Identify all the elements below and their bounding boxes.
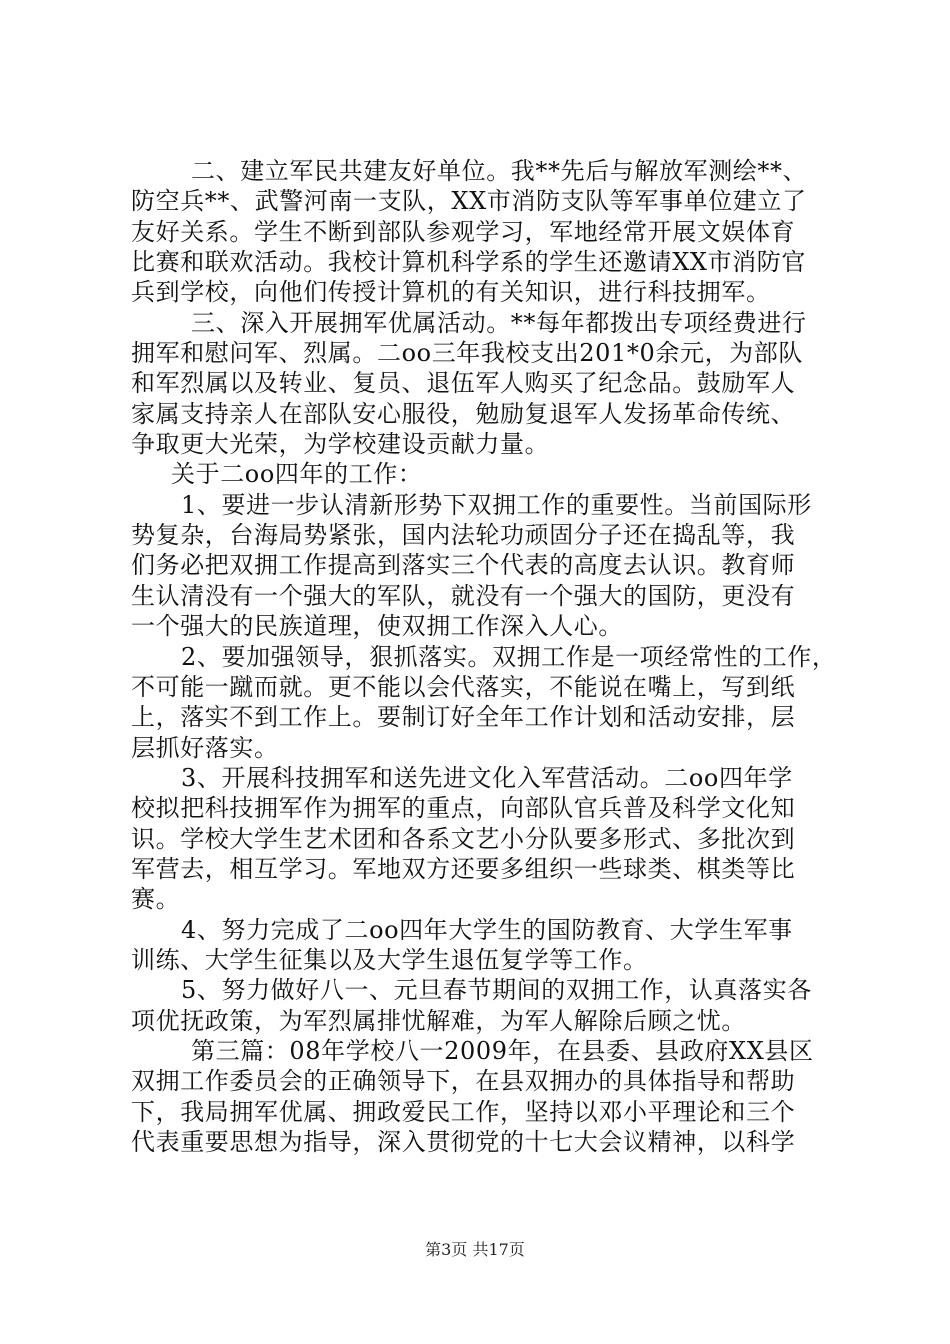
text-line: 兵到学校，向他们传授计算机的有关知识，进行科技拥军。 [131,278,771,307]
text-line: 代表重要思想为指导，深入贯彻党的十七大会议精神，以科学 [131,1128,796,1156]
text-line: 下，我局拥军优属、拥政爱民工作，坚持以邓小平理论和三个 [131,1097,796,1126]
text-line: 不可能一蹴而就。更不能以会代落实，不能说在嘴上，写到纸 [131,672,796,701]
text-line: 5、努力做好八一、元旦春节期间的双拥工作，认真落实各 [181,976,812,1005]
text-line: 训练、大学生征集以及大学生退伍复学等工作。 [131,945,648,974]
page-footer [0,1240,950,1260]
section-heading: 关于二oo四年的工作： [171,460,423,489]
text-line: 防空兵**、武警河南一支队，XX市消防支队等军事单位建立了 [131,187,807,216]
text-line: 项优抚政策，为军烈属排忧解难，为军人解除后顾之忧。 [131,1006,746,1035]
text-line: 军营去，相互学习。军地双方还要多组织一些球类、棋类等比 [131,854,796,883]
text-line: 2、要加强领导，狠抓落实。双拥工作是一项经常性的工作， [181,642,837,671]
text-line: 1、要进一步认清新形势下双拥工作的重要性。当前国际形 [181,490,812,519]
text-line: 比赛和联欢活动。我校计算机科学系的学生还邀请XX市消防官 [131,248,806,277]
text-line: 一个强大的民族道理，使双拥工作深入人心。 [131,612,623,641]
text-line: 和军烈属以及转业、复员、退伍军人购买了纪念品。鼓励军人 [131,369,796,398]
page-number-label: 第3页 共17页 [425,1240,525,1259]
text-line: 拥军和慰问军、烈属。二oo三年我校支出201*0余元，为部队 [131,339,803,368]
text-line: 识。学校大学生艺术团和各系文艺小分队要多形式、多批次到 [131,824,796,853]
text-line: 二、建立军民共建友好单位。我**先后与解放军测绘**、 [191,157,808,185]
text-line: 三、深入开展拥军优属活动。**每年都拨出专项经费进行 [191,308,807,337]
text-line: 层抓好落实。 [131,733,279,762]
text-line: 4、努力完成了二oo四年大学生的国防教育、大学生军事 [181,915,793,944]
text-line: 生认清没有一个强大的军队，就没有一个强大的国防，更没有 [131,581,796,610]
text-line: 家属支持亲人在部队安心服役，勉励复退军人发扬革命传统、 [131,399,796,428]
text-line: 第三篇：08年学校八一2009年，在县委、县政府XX县区 [191,1036,814,1065]
text-line: 校拟把科技拥军作为拥军的重点，向部队官兵普及科学文化知 [131,794,796,823]
text-line: 争取更大光荣，为学校建设贡献力量。 [131,430,550,459]
text-line: 赛。 [131,885,181,914]
text-line: 双拥工作委员会的正确领导下，在县双拥办的具体指导和帮助 [131,1067,796,1096]
text-line: 势复杂，台海局势紧张，国内法轮功顽固分子还在捣乱等，我 [131,521,796,550]
document-body [131,156,837,1157]
text-line: 3、开展科技拥军和送先进文化入军营活动。二oo四年学 [181,763,793,792]
text-line: 友好关系。学生不断到部队参观学习，军地经常开展文娱体育 [131,217,796,246]
text-line: 上，落实不到工作上。要制订好全年工作计划和活动安排，层 [131,703,796,732]
text-line: 们务必把双拥工作提高到落实三个代表的高度去认识。教育师 [131,551,796,580]
